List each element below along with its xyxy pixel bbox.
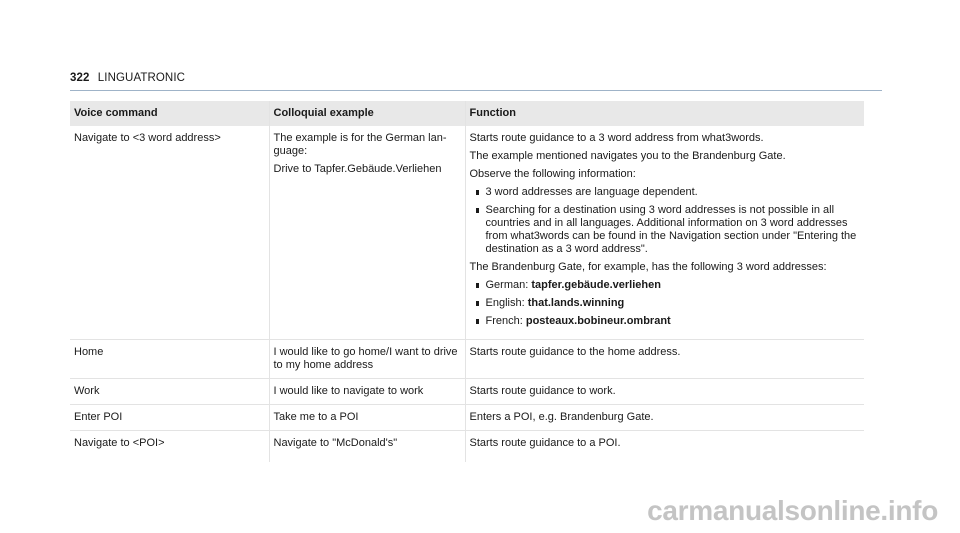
cell-example: Take me to a POI [269, 405, 465, 431]
page-number: 322 [70, 72, 90, 84]
page-header [70, 72, 185, 84]
address-value: tapfer.gebäude.verliehen [531, 279, 661, 291]
address-language: German: [485, 279, 529, 291]
function-text: Observe the following information: [469, 168, 636, 180]
cell-example: I would like to go home/I want to drive to my home address [269, 340, 465, 379]
column-header-function: Function [465, 101, 864, 126]
cell-example: I would like to navigate to work [269, 379, 465, 405]
list-item: Searching for a destination using 3 word addresses is not possible in all countries and in all languages. Additional information on 3 word addresses from what3words can be found in the Navigation section under "Entering the destination as a 3 word address". [470, 204, 861, 256]
example-text: Drive to Tapfer.Gebäude.Verliehen [273, 163, 442, 175]
cell-function: Enters a POI, e.g. Brandenburg Gate. [465, 405, 864, 431]
address-value: that.lands.winning [527, 297, 625, 309]
list-item [470, 279, 861, 292]
address-value: posteaux.bobineur.ombrant [525, 315, 671, 327]
cell-command: Navigate to <3 word address> [70, 126, 269, 340]
example-text: The example is for the German lan-guage: [273, 132, 447, 157]
function-text: Starts route guidance to a 3 word address from what3words. [469, 132, 764, 144]
table-row [70, 431, 864, 463]
voice-command-table [70, 101, 864, 462]
cell-function [465, 126, 864, 340]
column-header-colloquial-example: Colloquial example [269, 101, 465, 126]
cell-function: Starts route guidance to a POI. [465, 431, 864, 463]
cell-command: Enter POI [70, 405, 269, 431]
list-item [470, 315, 861, 328]
cell-command: Navigate to <POI> [74, 437, 165, 449]
list-item: 3 word addresses are language dependent. [470, 186, 861, 199]
table-row [70, 340, 864, 379]
information-list [470, 186, 861, 256]
function-text: The example mentioned navigates you to the Brandenburg Gate. [469, 150, 786, 162]
cell-command: Home [70, 340, 269, 379]
section-title: LINGUATRONIC [97, 72, 186, 84]
table-row [70, 405, 864, 431]
function-text: The Brandenburg Gate, for example, has the following 3 word addresses: [469, 261, 827, 273]
cell-function: Starts route guidance to the home address. [465, 340, 864, 379]
cell-example [269, 126, 465, 340]
watermark: carmanualsonline.info [647, 495, 938, 526]
header-divider [70, 90, 882, 91]
column-header-voice-command: Voice command [70, 101, 269, 126]
cell-command: Work [70, 379, 269, 405]
table-header-row [70, 101, 864, 126]
address-list [470, 279, 861, 328]
list-item [470, 297, 861, 310]
address-language: French: [485, 315, 523, 327]
cell-function: Starts route guidance to work. [465, 379, 864, 405]
cell-example: Navigate to "McDonald's" [269, 431, 465, 463]
table-row [70, 379, 864, 405]
table-row [70, 126, 864, 340]
address-language: English: [485, 297, 525, 309]
